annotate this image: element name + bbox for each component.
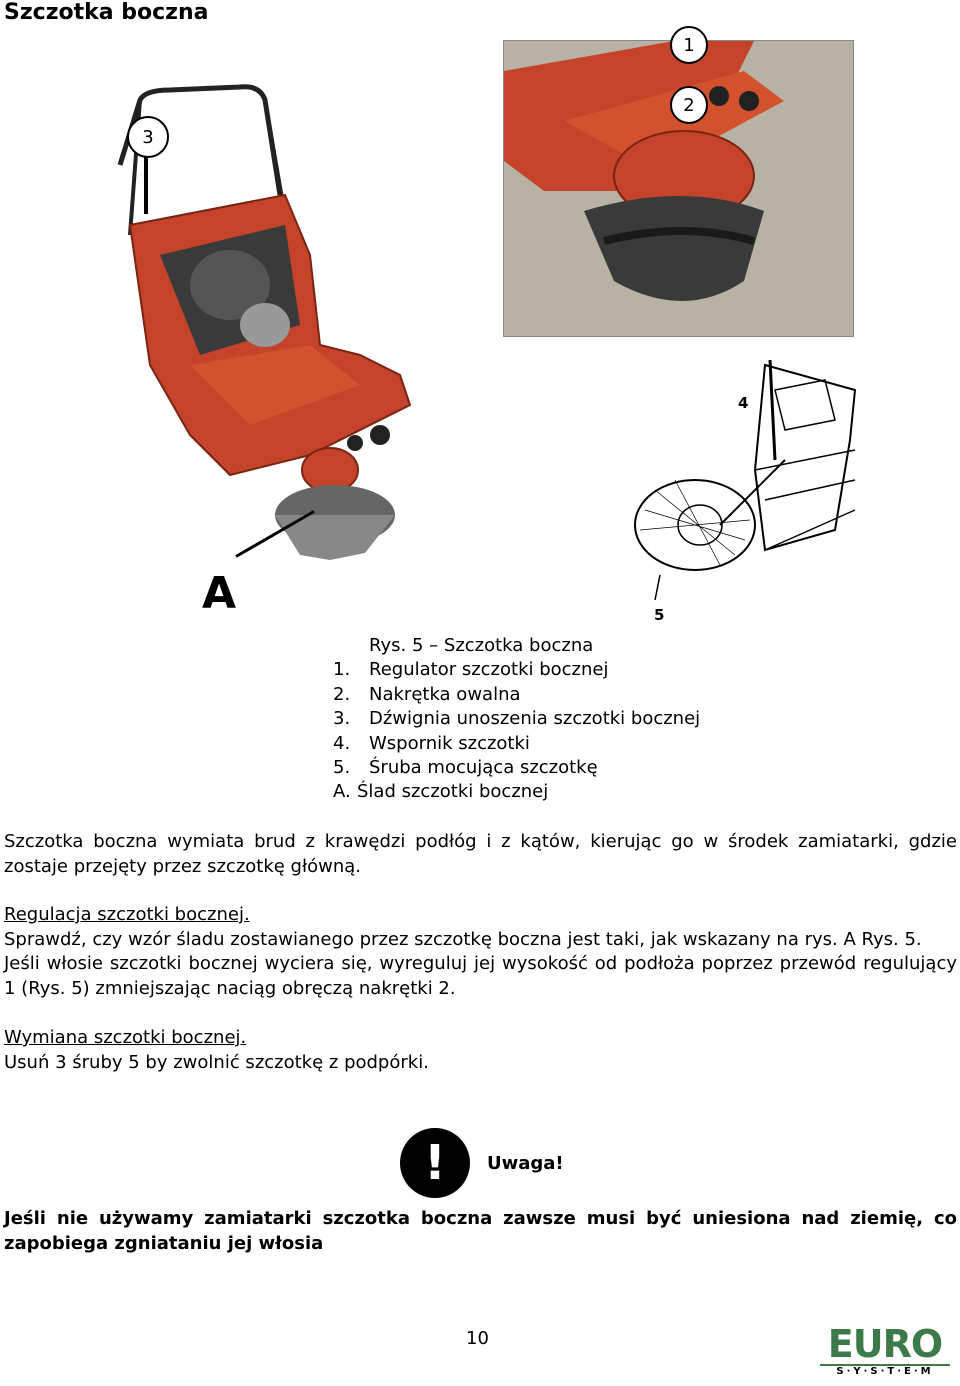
replacement-section [4,1026,429,1075]
caption-item: 5. Śruba mocująca szczotkę [333,757,598,779]
caption-item: 2. Nakrętka owalna [333,683,521,705]
caption-item: A. Ślad szczotki bocznej [333,781,549,803]
warning-label: Uwaga! [487,1153,564,1174]
replacement-heading: Wymiana szczotki bocznej. [4,1027,247,1048]
logo-subtitle: S·Y·S·T·E·M [820,1364,950,1377]
caption-item: 1. Regulator szczotki bocznej [333,659,609,681]
callout-5: 5 [654,606,665,624]
regulation-heading: Regulacja szczotki bocznej. [4,904,250,925]
warning-text: Jeśli nie używamy zamiatarki szczotka boczna zawsze musi być uniesiona nad ziemię, co zapobiega zgniataniu jej włosia [4,1208,957,1254]
figure-caption [333,634,700,805]
caption-item: 3. Dźwignia unoszenia szczotki bocznej [333,708,701,730]
regulation-text-2: Jeśli włosie szczotki bocznej wyciera się, wyreguluj jej wysokość od podłoża poprzez przewód regulujący 1 (Rys. 5) zmniejszając naciąg obręczą nakrętki 2. [4,953,957,999]
caption-item: 4. Wspornik szczotki [333,732,530,754]
callout-2: 2 [670,86,708,124]
warning-icon: ! [400,1128,470,1198]
intro-paragraph: Szczotka boczna wymiata brud z krawędzi podłóg i z kątów, kierując go w środek zamiatarki, gdzie zostaje przejęty przez szczotkę główną. [4,831,957,877]
sweeper-photo [100,75,420,635]
callout-3-arrow [144,156,148,214]
brush-line-drawing [625,350,860,630]
callout-4: 4 [738,394,749,412]
brush-detail-photo [503,40,854,337]
callout-1: 1 [670,26,708,64]
page-title: Szczotka boczna [4,0,209,25]
logo-wordmark: EURO [827,1322,943,1366]
euro-system-logo [820,1324,950,1384]
page-number: 10 [466,1328,489,1349]
callout-3: 3 [127,116,169,158]
trace-marker-a: A [202,568,237,619]
caption-heading: Rys. 5 – Szczotka boczna [369,635,594,656]
regulation-section [4,903,957,1001]
regulation-text-1: Sprawdź, czy wzór śladu zostawianego przez szczotkę boczna jest taki, jak wskazany na rys. A Rys. 5. [4,928,922,950]
replacement-text: Usuń 3 śruby 5 by zwolnić szczotkę z podpórki. [4,1051,429,1073]
